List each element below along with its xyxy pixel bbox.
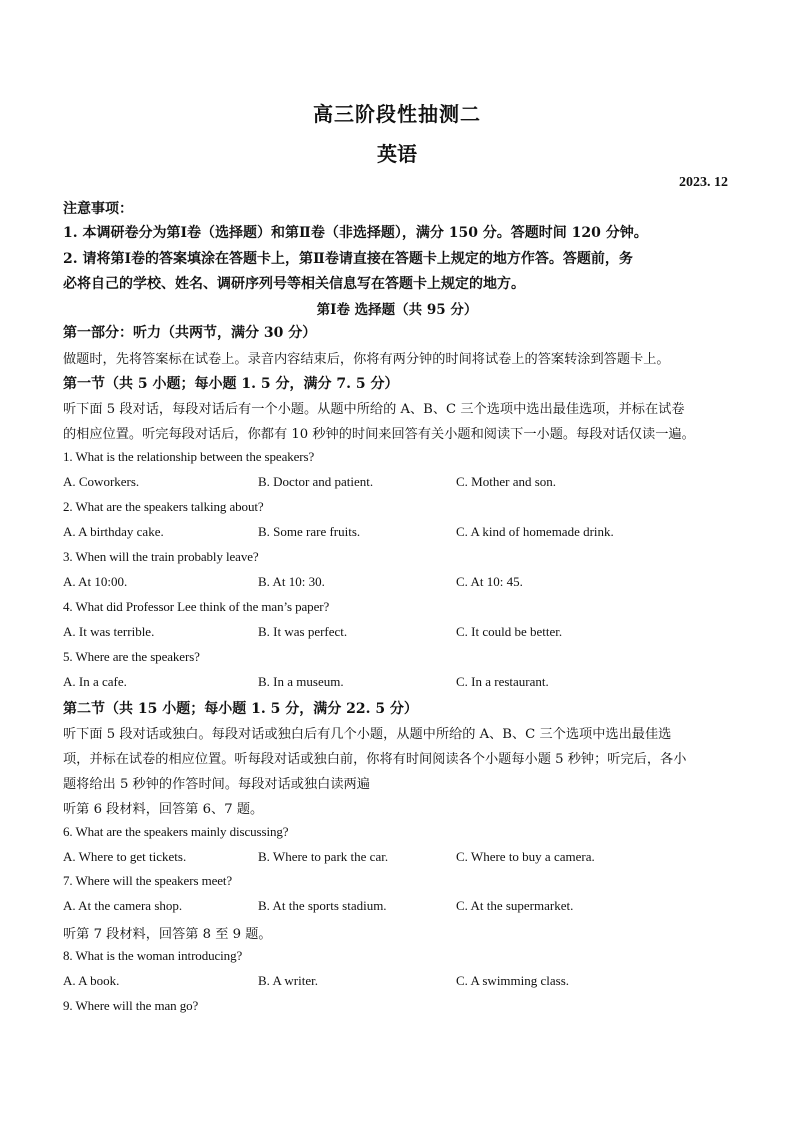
section-1-intro-line-2: 的相应位置。听完每段对话后，你都有 10 秒钟的时间来回答有关小题和阅读下一小题。每段对话仅读一遍。 [63,427,695,442]
exam-date: 2023. 12 [679,175,728,190]
section-2-title: 第二节（共 15 小题；每小题 1. 5 分，满分 22. 5 分） [63,701,418,717]
question-6-option-c: C. Where to buy a camera. [456,849,595,864]
question-3: 3. When will the train probably leave? [63,549,259,564]
question-8-option-b: B. A writer. [258,973,318,988]
question-4-option-a: A. It was terrible. [63,624,155,639]
group-7-intro: 听第 7 段材料，回答第 8 至 9 题。 [63,927,272,942]
notice-item-1: 1. 本调研卷分为第Ⅰ卷（选择题）和第Ⅱ卷（非选择题），满分 150 分。答题时间 120 分钟。 [63,225,648,241]
notice-item-2-line-2: 必将自己的学校、姓名、调研序列号等相关信息写在答题卡上规定的地方。 [63,276,525,292]
question-1-option-c: C. Mother and son. [456,474,557,489]
question-8-option-a: A. A book. [63,973,120,988]
question-6-option-b: B. Where to park the car. [258,849,389,864]
section-2-intro-line-2: 项，并标在试卷的相应位置。听每段对话或独白前，你将有时间阅读各个小题每小题 5 秒钟；听完后，各小 [63,752,687,767]
question-3-option-c: C. At 10: 45. [456,574,523,589]
question-2-option-c: C. A kind of homemade drink. [456,524,614,539]
question-1-option-b: B. Doctor and patient. [258,474,374,489]
question-1-option-a: A. Coworkers. [63,474,140,489]
question-3-option-b: B. At 10: 30. [258,574,325,589]
section-2-intro-line-1: 听下面 5 段对话或独白。每段对话或独白后有几个小题，从题中所给的 A、B、C 三个选项中选出最佳选 [63,727,672,742]
question-4: 4. What did Professor Lee think of the man’s paper? [63,599,330,614]
section-1-intro-line-1: 听下面 5 段对话，每段对话后有一个小题。从题中所给的 A、B、C 三个选项中选出最佳选项，并标在试卷 [63,402,685,417]
question-7-option-c: C. At the supermarket. [456,898,574,913]
question-5-option-a: A. In a cafe. [63,674,127,689]
question-6-option-a: A. Where to get tickets. [63,849,187,864]
question-7-option-a: A. At the camera shop. [63,898,183,913]
question-5: 5. Where are the speakers? [63,649,200,664]
exam-title: 高三阶段性抽测二 [313,102,481,126]
notice-item-2-line-1: 2. 请将第Ⅰ卷的答案填涂在答题卡上，第Ⅱ卷请直接在答题卡上规定的地方作答。答题前，务 [63,251,633,267]
question-5-option-b: B. In a museum. [258,674,344,689]
section-2-intro-line-3: 题将给出 5 秒钟的作答时间。每段对话或独白读两遍 [63,777,370,792]
question-4-option-b: B. It was perfect. [258,624,348,639]
part-1-title: 第一部分：听力（共两节，满分 30 分） [63,325,317,341]
question-2-option-b: B. Some rare fruits. [258,524,361,539]
exam-subject: 英语 [377,142,417,166]
question-6: 6. What are the speakers mainly discussing? [63,824,289,839]
volume-1-title: 第Ⅰ卷 选择题（共 95 分） [316,302,478,318]
question-9: 9. Where will the man go? [63,998,199,1013]
question-8: 8. What is the woman introducing? [63,948,243,963]
question-8-option-c: C. A swimming class. [456,973,570,988]
question-2-option-a: A. A birthday cake. [63,524,164,539]
question-4-option-c: C. It could be better. [456,624,563,639]
notice-heading: 注意事项： [63,201,133,217]
group-6-intro: 听第 6 段材料，回答第 6、7 题。 [63,802,264,817]
part-1-intro: 做题时，先将答案标在试卷上。录音内容结束后，你将有两分钟的时间将试卷上的答案转涂到答题卡上。 [63,352,670,367]
question-3-option-a: A. At 10:00. [63,574,128,589]
question-5-option-c: C. In a restaurant. [456,674,549,689]
section-1-title: 第一节（共 5 小题；每小题 1. 5 分，满分 7. 5 分） [63,376,399,392]
question-1: 1. What is the relationship between the speakers? [63,449,315,464]
question-7-option-b: B. At the sports stadium. [258,898,387,913]
question-7: 7. Where will the speakers meet? [63,873,233,888]
question-2: 2. What are the speakers talking about? [63,499,264,514]
